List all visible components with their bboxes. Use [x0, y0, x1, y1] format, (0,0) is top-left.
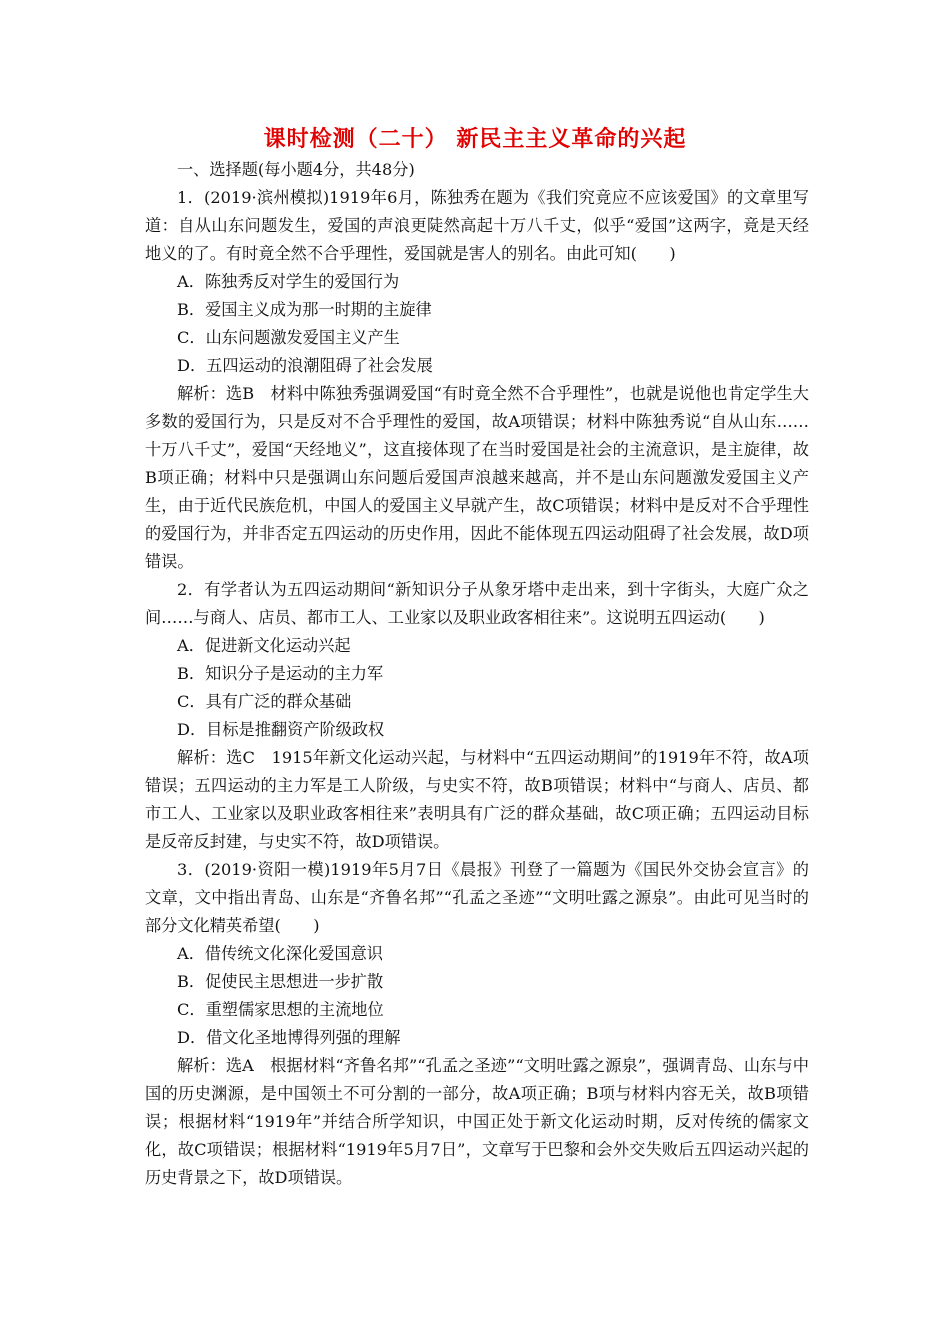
option-a: A．促进新文化运动兴起: [177, 636, 351, 655]
option-c: C．山东问题激发爱国主义产生: [177, 328, 400, 347]
option-d: D．五四运动的浪潮阻碍了社会发展: [177, 356, 433, 375]
option-b: B．促使民主思想进一步扩散: [177, 972, 384, 991]
question-analysis: 解析：选B 材料中陈独秀强调爱国“有时竟全然不合乎理性”，也就是说他也肯定学生大多数的爱国行为，只是反对不合乎理性的爱国，故A项错误；材料中陈独秀说“自从山东……十万八千丈”，爱国“天经地义”，这直接体现了在当时爱国是社会的主流意识，是主旋律，故B项正确；材料中只是强调山东问题后爱国声浪越来越高，并不是山东问题激发爱国主义产生，由于近代民族危机，中国人的爱国主义早就产生，故C项错误；材料中是反对不合乎理性的爱国行为，并非否定五四运动的历史作用，因此不能体现五四运动阻碍了社会发展，故D项错误。: [145, 384, 809, 571]
question-2: [145, 576, 809, 856]
option-d: D．目标是推翻资产阶级政权: [177, 720, 385, 739]
question-3: [145, 856, 809, 1192]
option-d: D．借文化圣地博得列强的理解: [177, 1028, 401, 1047]
question-analysis: 解析：选A 根据材料“齐鲁名邦”“孔孟之圣迹”“文明吐露之源泉”，强调青岛、山东与中国的历史渊源，是中国领土不可分割的一部分，故A项正确；B项与材料内容无关，故B项错误；根据材料“1919年”并结合所学知识，中国正处于新文化运动时期，反对传统的儒家文化，故C项错误；根据材料“1919年5月7日”，文章写于巴黎和会外交失败后五四运动兴起的历史背景之下，故D项错误。: [145, 1056, 809, 1187]
question-analysis: 解析：选C 1915年新文化运动兴起，与材料中“五四运动期间”的1919年不符，故A项错误；五四运动的主力军是工人阶级，与史实不符，故B项错误；材料中“与商人、店员、都市工人、工业家以及职业政客相往来”表明具有广泛的群众基础，故C项正确；五四运动目标是反帝反封建，与史实不符，故D项错误。: [145, 748, 809, 851]
question-stem: 1．(2019·滨州模拟)1919年6月，陈独秀在题为《我们究竟应不应该爱国》的文章里写道：自从山东问题发生，爱国的声浪更陡然高起十万八千丈，似乎“爱国”这两字，竟是天经地义的了。有时竟全然不合乎理性，爱国就是害人的别名。由此可知( ): [145, 188, 809, 263]
document-title: 课时检测（二十） 新民主主义革命的兴起: [263, 127, 687, 152]
option-a: A．陈独秀反对学生的爱国行为: [177, 272, 400, 291]
option-b: B．爱国主义成为那一时期的主旋律: [177, 300, 432, 319]
section-heading: 一、选择题(每小题4分，共48分): [177, 160, 415, 179]
question-stem: 3．(2019·资阳一模)1919年5月7日《晨报》刊登了一篇题为《国民外交协会宣言》的文章，文中指出青岛、山东是“齐鲁名邦”“孔孟之圣迹”“文明吐露之源泉”。由此可见当时的部分文化精英希望( ): [145, 860, 809, 935]
option-c: C．重塑儒家思想的主流地位: [177, 1000, 384, 1019]
question-stem: 2．有学者认为五四运动期间“新知识分子从象牙塔中走出来，到十字街头，大庭广众之间……与商人、店员、都市工人、工业家以及职业政客相往来”。这说明五四运动( ): [145, 580, 809, 627]
option-b: B．知识分子是运动的主力军: [177, 664, 384, 683]
option-c: C．具有广泛的群众基础: [177, 692, 352, 711]
question-1: [145, 184, 809, 576]
document-body: [145, 156, 809, 1192]
option-a: A．借传统文化深化爱国意识: [177, 944, 383, 963]
